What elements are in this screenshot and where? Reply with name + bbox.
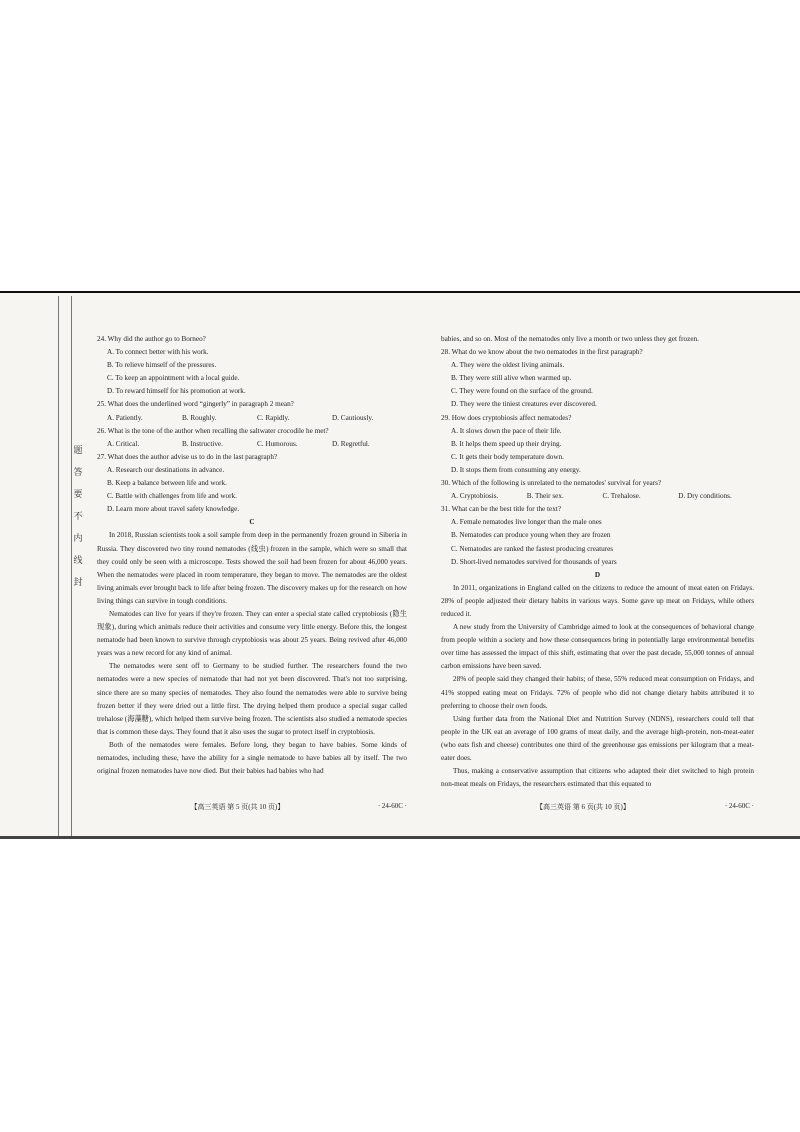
option: B. It helps them speed up their drying. [451,439,562,448]
option: B. Their sex. [526,492,564,501]
passage-paragraph: Both of the nematodes were females. Before long, they began to have babies. Some kinds of nematodes, including these, have the ability for a single nematode to have babies all by itself. The two original frozen nematodes have now died. But their babies had babies who had [97,740,407,776]
binding-mark: 题 [73,446,83,456]
option: D. They were the tiniest creatures ever discovered. [451,400,597,409]
binding-mark: 线 [73,556,83,566]
option: A. Critical. [107,439,140,448]
binding-mark: 内 [73,534,83,544]
option: B. Nematodes can produce young when they are frozen [451,531,611,540]
left-column [97,333,407,778]
option: A. It slows down the pace of their life. [451,426,562,435]
binding-mark: 要 [73,490,83,500]
section-heading-d: D [594,570,601,579]
question-29: 29. How does cryptobiosis affect nematodes? [441,413,572,422]
options-row [451,490,754,503]
option: C. They were found on the surface of the ground. [451,387,593,396]
exam-code: · 24-60C · [724,802,754,810]
right-column [441,333,754,791]
options-row [107,438,407,451]
option: B. They were still alive when warmed up. [451,374,572,383]
option: C. It gets their body temperature down. [451,452,564,461]
option: A. Research our destinations in advance. [107,465,225,474]
passage-paragraph: In 2011, organizations in England called on the citizens to reduce the amount of meat eaten on Fridays. 28% of people adjusted their dietary habits in various ways. Some gave up meat on Fridays, while others reduced it. [441,583,754,618]
option: B. Keep a balance between life and work. [107,479,227,488]
question-30: 30. Which of the following is unrelated to the nematodes' survival for years? [441,479,662,488]
option: C. Humorous. [257,439,298,448]
binding-mark: 不 [73,512,83,522]
option: D. Short-lived nematodes survived for thousands of years [451,557,617,566]
passage-paragraph: Nematodes can live for years if they're frozen. They can enter a special state called cryptobiosis (隐生现象), during which animals reduce their activities and consume very little energy. Before this, the longest nematode had been known to survive through cryptobiosis was about 25 years. Being revived after 46,000 years was a new record for any kind of animal. [97,609,407,658]
passage-paragraph: In 2018, Russian scientists took a soil sample from deep in the permanently frozen ground in Siberia in Russia. They discovered two tiny round nematodes (线虫) frozen in the sample, which were so small that they could only be seen with a microscope. Tests showed the soil had been frozen for about 46,000 years. When the nematodes were placed in room temperature, they began to move. The nematodes are the oldest living animals ever brought back to life after being frozen. The discovery makes up for the research on how living things can survive in tough conditions. [97,531,407,605]
option: D. Dry conditions. [678,492,732,501]
option: B. Roughly. [182,413,217,422]
page-bottom-edge [0,836,800,839]
option: A. Female nematodes live longer than the male ones [451,518,602,527]
page-footer-right [441,802,754,812]
binding-mark: 封 [73,578,83,588]
question-24: 24. Why did the author go to Borneo? [97,335,206,343]
page-number: 【高三英语 第 6 页(共 10 页)】 [535,803,630,811]
options-row [107,412,407,425]
option: B. Instructive. [182,439,223,448]
option: A. To connect better with his work. [107,348,209,357]
passage-paragraph: Thus, making a conservative assumption that citizens who adapted their diet switched to high protein non-meat meals on Fridays, the researchers estimated that this equated to [441,767,754,789]
question-26: 26. What is the tone of the author when recalling the saltwater crocodile he met? [97,426,329,435]
binding-mark: 答 [73,468,83,478]
option: D. Learn more about travel safety knowledge. [107,505,240,514]
passage-paragraph: 28% of people said they changed their habits; of these, 55% reduced meat consumption on Fridays, and 41% stopped eating meat on Fridays. 72% of people who did not change dietary habits attributed it to preferring to choose their own foods. [441,675,754,710]
option: A. They were the oldest living animals. [451,361,565,370]
option: C. Nematodes are ranked the fastest producing creatures [451,544,614,553]
option: C. Trehalose. [602,492,641,501]
passage-continuation: babies, and so on. Most of the nematodes only live a month or two unless they get frozen. [441,335,699,343]
page-number: 【高三英语 第 5 页(共 10 页)】 [190,803,285,811]
exam-code: · 24-60C · [377,802,407,810]
option: B. To relieve himself of the pressures. [107,361,217,370]
option: A. Patiently. [107,413,143,422]
binding-seal-text [72,440,84,594]
option: C. Battle with challenges from life and work. [107,492,237,501]
question-28: 28. What do we know about the two nematodes in the first paragraph? [441,348,643,357]
passage-paragraph: A new study from the University of Cambridge aimed to look at the consequences of behavioral change from people within a society and how these consequences bring in potentially large environmental benefits over time has assessed the impact of this shift, estimating that over the past decade, 55,000 tonnes of annual carbon emissions have been saved. [441,623,754,671]
binding-margin [58,296,72,836]
option: C. To keep an appointment with a local guide. [107,374,240,383]
section-heading-c: C [249,518,255,527]
page-footer-left [97,802,407,812]
question-25: 25. What does the underlined word “gingerly” in paragraph 2 mean? [97,400,294,409]
passage-paragraph: Using further data from the National Diet and Nutrition Survey (NDNS), researchers could tell that people in the UK eat an average of 100 grams of meat daily, and the average high-protein, non-meat-eater (who eats fish and cheese) contributes one third of the greenhouse gas emissions per kilogram that a meat-eater does. [441,714,754,762]
option: D. Cautiously. [332,413,374,422]
option: A. Cryptobiosis. [451,492,499,501]
option: D. To reward himself for his promotion at work. [107,387,246,396]
passage-paragraph: The nematodes were sent off to Germany to be studied further. The researchers found the two nematodes were a new species of nematode that had not yet been discovered. That's not too surprising, since there are so many species of nematodes. They also found the nematodes were able to survive being frozen better if they were dried out a little first. The drying helped them produce a special sugar called trehalose (海藻糖), which helped them survive being frozen. The scientists also studied a nematode species that is common these days. They found that it also uses the sugar to protect itself in cryptobiosis. [97,662,407,736]
option: D. Regretful. [332,439,370,448]
option: C. Rapidly. [257,413,290,422]
question-27: 27. What does the author advise us to do in the last paragraph? [97,452,278,461]
option: D. It stops them from consuming any energy. [451,465,581,474]
question-31: 31. What can be the best title for the text? [441,505,562,514]
